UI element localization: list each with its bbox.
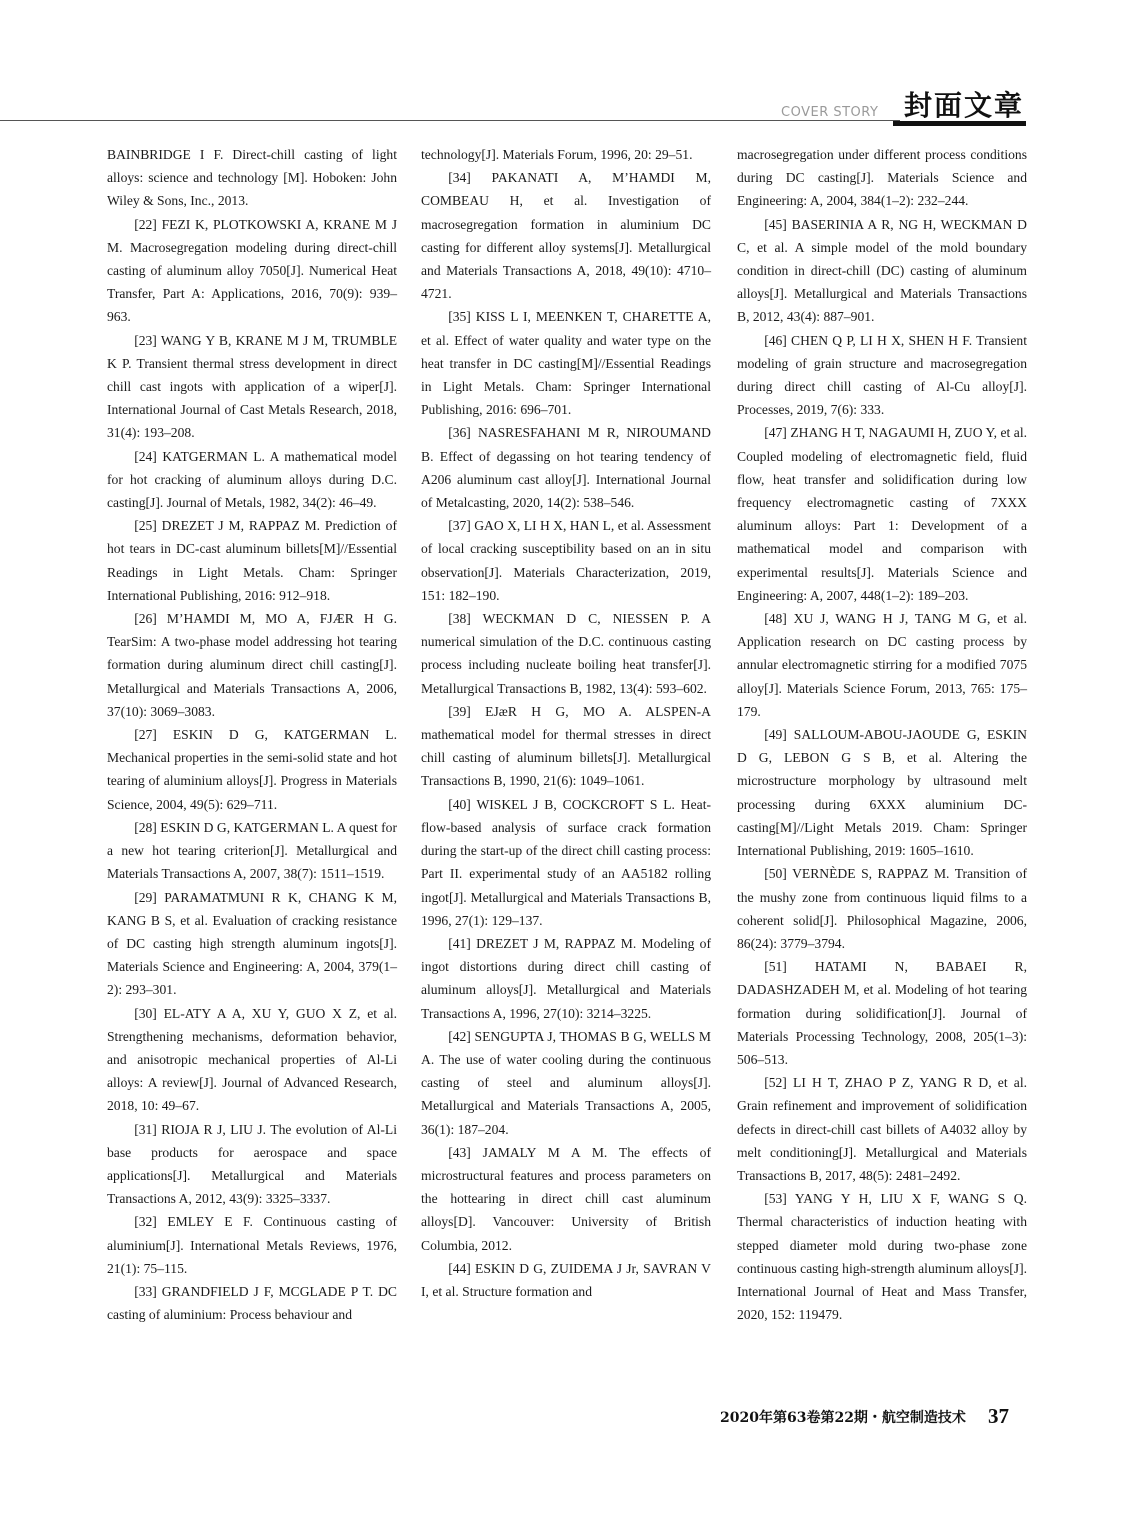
reference-entry: [48] XU J, WANG H J, TANG M G, et al. Application research on DC casting process by annular electromagnetic stirring for a modified 7075 alloy[J]. Materials Science Forum, 2013, 765: 175–179. [737,611,1027,719]
section-label-cn: 封面文章 [904,89,1025,122]
reference-entry: [32] EMLEY E F. Continuous casting of aluminium[J]. International Metals Reviews, 1976, 21(1): 75–115. [107,1214,397,1276]
reference-entry: [37] GAO X, LI H X, HAN L, et al. Assessment of local cracking susceptibility based on an in situ observation[J]. Materials Characterization, 2019, 151: 182–190. [421,518,711,603]
section-label-en: COVER STORY [781,105,879,120]
reference-entry: [34] PAKANATI A, M’HAMDI M, COMBEAU H, et al. Investigation of macrosegregation formation in aluminium DC casting for different alloy systems[J]. Metallurgical and Materials Transactions A, 2018, 49(10): 4710–4721. [421,170,711,302]
reference-entry: [36] NASRESFAHANI M R, NIROUMAND B. Effect of degassing on hot tearing tendency of A206 aluminum cast alloy[J]. International Journal of Metalcasting, 2020, 14(2): 538–546. [421,425,711,511]
issue-info: 2020年第63卷第22期・航空制造技术 [720,1410,966,1426]
reference-entry: [29] PARAMATMUNI R K, CHANG K M, KANG B S, et al. Evaluation of cracking resistance of DC casting high strength aluminum ingots[J]. Materials Science and Engineering: A, 2004, 379(1–2): 293–301. [107,889,397,998]
reference-entry: [41] DREZET J M, RAPPAZ M. Modeling of ingot distortions during direct chill casting of aluminum alloys[J]. Metallurgical and Materials Transactions A, 1996, 27(10): 3214–3225. [421,935,711,1021]
reference-entry: [25] DREZET J M, RAPPAZ M. Prediction of hot tears in DC-cast aluminum billets[M]//Essential Readings in Light Metals. Cham: Springer International Publishing, 2016: 912–918. [107,518,397,603]
reference-entry: [22] FEZI K, PLOTKOWSKI A, KRANE M J M. Macrosegregation modeling during direct-chill casting of aluminum alloy 7050[J]. Numerical Heat Transfer, Part A: Applications, 2016, 70(9): 939–963. [107,216,397,325]
reference-entry: [38] WECKMAN D C, NIESSEN P. A numerical simulation of the D.C. continuous casting process including nucleate boiling heat transfer[J]. Metallurgical Transactions B, 1982, 13(4): 593–602. [421,611,711,696]
reference-entry: [35] KISS L I, MEENKEN T, CHARETTE A, et al. Effect of water quality and water type on the heat transfer in DC casting[M]//Essential Readings in Light Metals. Cham: Springer International Publishing, 2016: 696–701. [421,309,711,418]
reference-entry: macrosegregation under different process conditions during DC casting[J]. Materials Science and Engineering: A, 2004, 384(1–2): 232–244. [737,147,1027,209]
reference-entry: [52] LI H T, ZHAO P Z, YANG R D, et al. Grain refinement and improvement of solidification defects in direct-chill cast billets of A4032 alloy by melt conditioning[J]. Metallurgical and Materials Transactions B, 2017, 48(5): 2481–2492. [737,1075,1027,1183]
reference-entry: [50] VERNÈDE S, RAPPAZ M. Transition of the mushy zone from continuous liquid films to a coherent solid[J]. Philosophical Magazine, 2006, 86(24): 3779–3794. [737,866,1027,951]
reference-entry: [51] HATAMI N, BABAEI R, DADASHZADEH M, et al. Modeling of hot tearing formation during solidification[J]. Journal of Materials Processing Technology, 2008, 205(1–3): 506–513. [737,959,1027,1067]
reference-entry: [33] GRANDFIELD J F, MCGLADE P T. DC casting of aluminium: Process behaviour and [107,1283,397,1323]
reference-entry: [23] WANG Y B, KRANE M J M, TRUMBLE K P. Transient thermal stress development in direct chill cast ingots with application of a wiper[J]. International Journal of Cast Metals Research, 2018, 31(4): 193–208. [107,332,397,441]
reference-entry: [39] EJæR H G, MO A. ALSPEN-A mathematical model for thermal stresses in direct chill casting of aluminum billets[J]. Metallurgical Transactions B, 1990, 21(6): 1049–1061. [421,703,711,789]
reference-entry: [47] ZHANG H T, NAGAUMI H, ZUO Y, et al. Coupled modeling of electromagnetic field, fluid flow, heat transfer and solidification during low frequency electromagnetic casting of 7XXX aluminum alloys: Part 1: Development of a mathematical model and comparison with experimental results[J]. Materials Science and Engineering: A, 2007, 448(1–2): 189–203. [737,425,1027,603]
reference-entry: BAINBRIDGE I F. Direct-chill casting of light alloys: science and technology [M]. Hoboken: John Wiley & Sons, Inc., 2013. [107,147,397,209]
header-rule [0,120,900,121]
reference-entry: [42] SENGUPTA J, THOMAS B G, WELLS M A. The use of water cooling during the continuous casting of steel and aluminum alloys[J]. Metallurgical and Materials Transactions A, 2005, 36(1): 187–204. [421,1028,711,1137]
reference-entry: [45] BASERINIA A R, NG H, WECKMAN D C, et al. A simple model of the mold boundary condition in direct-chill (DC) casting of aluminum alloys[J]. Metallurgical and Materials Transactions B, 2012, 43(4): 887–901. [737,216,1027,325]
reference-column-1 [107,143,397,1326]
page-number: 37 [988,1404,1009,1428]
reference-entry: [27] ESKIN D G, KATGERMAN L. Mechanical properties in the semi-solid state and hot tearing of aluminium alloys[J]. Progress in Materials Science, 2004, 49(5): 629–711. [107,727,397,812]
reference-entry: [44] ESKIN D G, ZUIDEMA J Jr, SAVRAN V I, et al. Structure formation and [421,1260,711,1299]
reference-entry: [30] EL-ATY A A, XU Y, GUO X Z, et al. Strengthening mechanisms, deformation behavior, and anisotropic mechanical properties of Al-Li alloys: A review[J]. Journal of Advanced Research, 2018, 10: 49–67. [107,1005,397,1114]
reference-entry: [43] JAMALY M A M. The effects of microstructural features and process parameters on the hottearing in direct chill cast aluminum alloys[D]. Vancouver: University of British Columbia, 2012. [421,1144,711,1253]
reference-entry: [46] CHEN Q P, LI H X, SHEN H F. Transient modeling of grain structure and macrosegregation during direct chill casting of Al-Cu alloy[J]. Processes, 2019, 7(6): 333. [737,332,1027,418]
reference-entry: [28] ESKIN D G, KATGERMAN L. A quest for a new hot tearing criterion[J]. Metallurgical and Materials Transactions A, 2007, 38(7): 1511–1519. [107,819,397,882]
reference-entry: technology[J]. Materials Forum, 1996, 20: 29–51. [421,147,693,162]
reference-entry: [26] M’HAMDI M, MO A, FJÆR H G. TearSim: A two-phase model addressing hot tearing formation during aluminum direct chill casting[J]. Metallurgical and Materials Transactions A, 2006, 37(10): 3069–3083. [107,611,397,719]
reference-column-2 [421,143,711,1303]
reference-entry: [31] RIOJA R J, LIU J. The evolution of Al-Li base products for aerospace and space applications[J]. Metallurgical and Materials Transactions A, 2012, 43(9): 3325–3337. [107,1121,397,1207]
reference-column-3 [737,143,1027,1326]
reference-entry: [49] SALLOUM-ABOU-JAOUDE G, ESKIN D G, LEBON G S B, et al. Altering the microstructure morphology by ultrasound melt processing during 6XXX aluminium DC-casting[M]//Light Metals 2019. Cham: Springer International Publishing, 2019: 1605–1610. [737,727,1027,859]
reference-entry: [53] YANG Y H, LIU X F, WANG S Q. Thermal characteristics of induction heating with stepped diameter mold during two-phase zone continuous casting high-strength aluminum alloys[J]. International Journal of Heat and Mass Transfer, 2020, 152: 119479. [737,1191,1027,1323]
reference-entry: [24] KATGERMAN L. A mathematical model for hot cracking of aluminum alloys during D.C. casting[J]. Journal of Metals, 1982, 34(2): 46–49. [107,448,397,511]
reference-entry: [40] WISKEL J B, COCKCROFT S L. Heat-flow-based analysis of surface crack formation during the start-up of the direct chill casting process: Part II. experimental study of an AA5182 rolling ingot[J]. Metallurgical and Materials Transactions B, 1996, 27(1): 129–137. [421,796,711,928]
